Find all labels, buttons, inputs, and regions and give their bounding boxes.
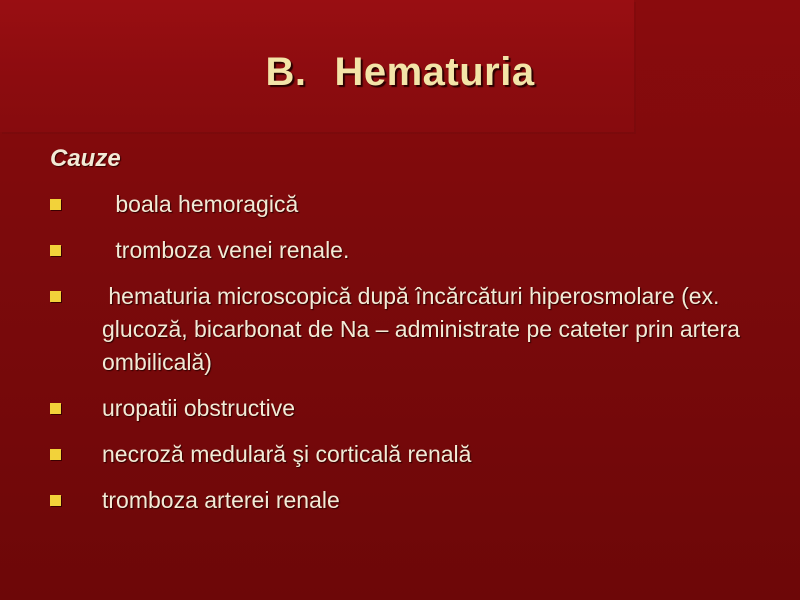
square-bullet-icon	[50, 245, 61, 256]
list-item	[44, 234, 764, 267]
section-subtitle: Cauze	[50, 145, 121, 172]
square-bullet-icon	[50, 495, 61, 506]
list-item	[44, 280, 764, 379]
list-item-text: tromboza arterei renale	[102, 487, 340, 513]
list-item	[44, 188, 764, 221]
square-bullet-icon	[50, 449, 61, 460]
list-item	[44, 392, 764, 425]
list-item-text: necroză medulară şi corticală renală	[102, 441, 472, 467]
title-letter: B.	[265, 50, 307, 94]
square-bullet-icon	[50, 403, 61, 414]
slide-title	[0, 50, 800, 94]
bullet-list	[44, 188, 764, 530]
square-bullet-icon	[50, 199, 61, 210]
list-item	[44, 438, 764, 471]
list-item-text: hematuria microscopică după încărcături hiperosmolare (ex. glucoză, bicarbonat de Na – administrate pe cateter prin artera ombilicală)	[102, 283, 747, 375]
list-item	[44, 484, 764, 517]
list-item-text: uropatii obstructive	[102, 395, 296, 421]
title-text: Hematuria	[334, 50, 535, 94]
list-item-text: tromboza venei renale.	[109, 237, 350, 263]
square-bullet-icon	[50, 291, 61, 302]
list-item-text: boala hemoragică	[109, 191, 299, 217]
